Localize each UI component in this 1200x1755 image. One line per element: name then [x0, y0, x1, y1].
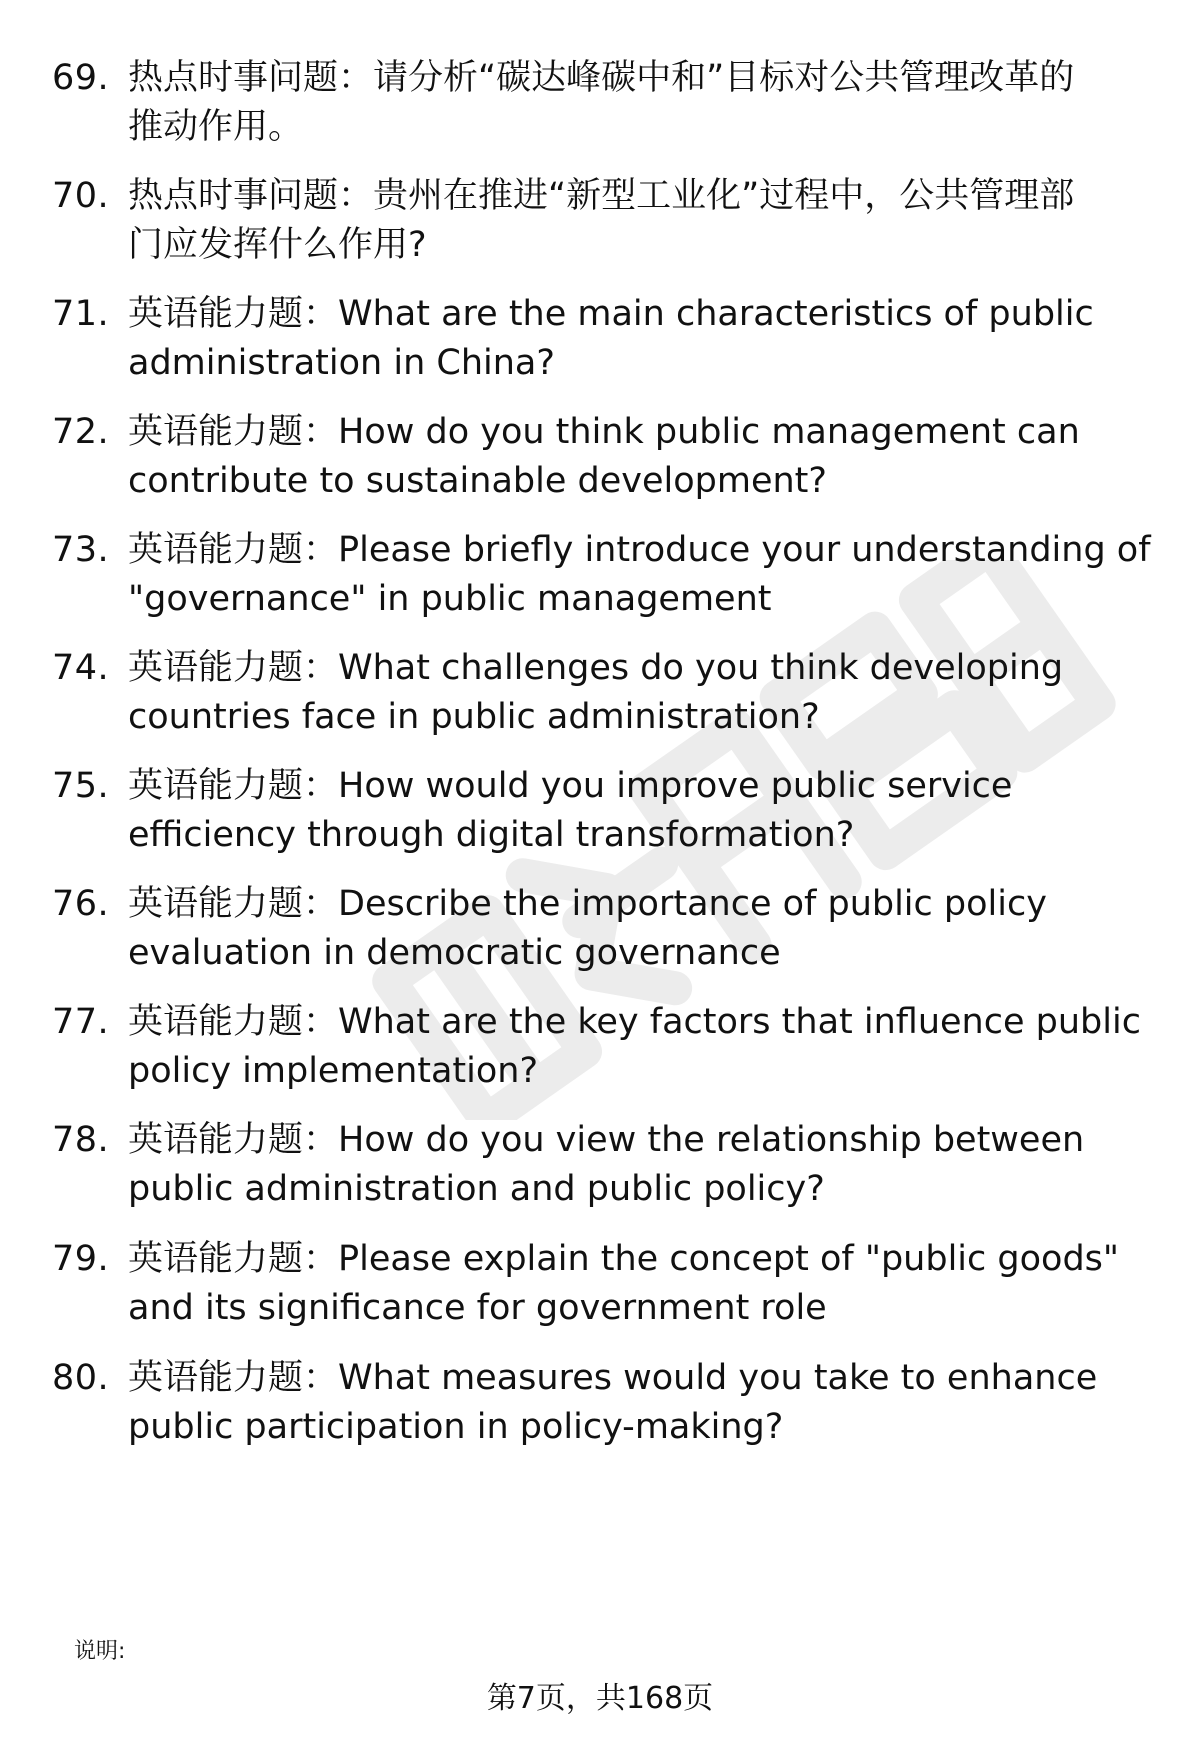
page-footer: 第7页，共168页 [486, 1681, 714, 1716]
question-text [128, 54, 1158, 152]
question-line: "governance" in public management [128, 579, 772, 619]
question-line: 英语能力题：Please briefly introduce your understanding of [128, 530, 1151, 570]
question-line: public participation in policy-making? [128, 1407, 784, 1447]
question-text [128, 998, 1158, 1096]
question-text [128, 762, 1158, 860]
question-line: 热点时事问题：贵州在推进“新型工业化”过程中，公共管理部 [128, 176, 1075, 216]
question-line: 英语能力题：What are the main characteristics of public [128, 294, 1094, 334]
question-line: 英语能力题：Please explain the concept of "public goods" [128, 1239, 1119, 1279]
question-number: 77. [52, 1002, 110, 1042]
note-label: 说明: [74, 1639, 126, 1664]
question-number: 80. [52, 1358, 110, 1398]
question-text [128, 526, 1158, 624]
question-line: evaluation in democratic governance [128, 933, 781, 973]
question-number: 69. [52, 58, 110, 98]
question-line: and its significance for government role [128, 1288, 827, 1328]
question-line: 英语能力题：How do you think public management can [128, 412, 1080, 452]
question-line: efficiency through digital transformation? [128, 815, 855, 855]
question-number: 70. [52, 176, 110, 216]
question-line: 英语能力题：How would you improve public service [128, 766, 1013, 806]
question-text [128, 290, 1158, 388]
question-text [128, 1354, 1158, 1452]
question-line: policy implementation? [128, 1051, 539, 1091]
question-number: 74. [52, 648, 110, 688]
question-number: 79. [52, 1239, 110, 1279]
question-number: 73. [52, 530, 110, 570]
question-line: 门应发挥什么作用? [128, 225, 427, 265]
question-line: public administration and public policy? [128, 1169, 825, 1209]
question-number: 78. [52, 1120, 110, 1160]
question-line: 英语能力题：Describe the importance of public policy [128, 884, 1047, 924]
question-number: 71. [52, 294, 110, 334]
question-text [128, 408, 1158, 506]
question-line: 英语能力题：What are the key factors that influence public [128, 1002, 1141, 1042]
question-line: 推动作用。 [128, 107, 304, 147]
question-line: 英语能力题：How do you view the relationship between [128, 1120, 1085, 1160]
question-number: 75. [52, 766, 110, 806]
question-number: 72. [52, 412, 110, 452]
question-line: 英语能力题：What challenges do you think developing [128, 648, 1064, 688]
question-text [128, 1235, 1158, 1333]
question-line: contribute to sustainable development? [128, 461, 827, 501]
question-text [128, 172, 1158, 270]
question-text [128, 644, 1158, 742]
question-line: 热点时事问题：请分析“碳达峰碳中和”目标对公共管理改革的 [128, 58, 1075, 98]
question-line: 英语能力题：What measures would you take to enhance [128, 1358, 1098, 1398]
question-line: administration in China? [128, 343, 555, 383]
question-number: 76. [52, 884, 110, 924]
question-line: countries face in public administration? [128, 697, 820, 737]
question-text [128, 880, 1158, 978]
question-text [128, 1116, 1158, 1214]
